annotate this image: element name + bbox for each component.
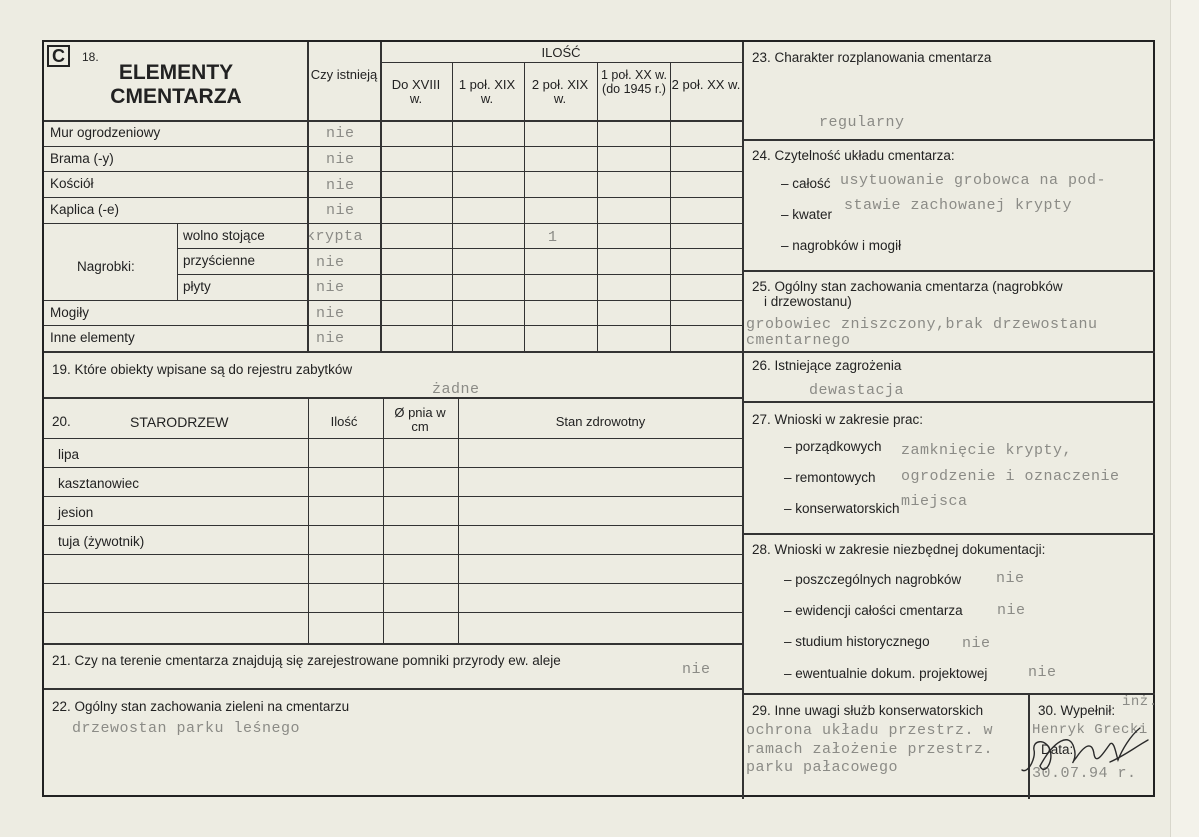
s30-title-prefix: inż.	[1122, 694, 1158, 710]
s25-label-line2: i drzewostanu)	[764, 294, 852, 309]
row-brama: Brama (-y)	[50, 151, 114, 166]
rule	[670, 62, 671, 351]
val-przyscienne: nie	[316, 254, 345, 271]
s28-item-nagrobkow: – poszczególnych nagrobków	[784, 572, 962, 587]
s28-item-ewidencji: – ewidencji całości cmentarza	[784, 603, 963, 618]
s22-label: 22. Ogólny stan zachowania zieleni na cmentarzu	[52, 699, 350, 714]
s25-value-line1: grobowiec zniszczony,brak drzewostanu	[746, 316, 1098, 333]
s24-item-calosc: – całość	[781, 176, 831, 191]
rule	[44, 300, 742, 301]
s27-item-konserwatorskich: – konserwatorskich	[784, 501, 900, 516]
rule	[44, 525, 742, 526]
row-mogily: Mogiły	[50, 305, 90, 320]
s20-col-ilosc: Ilość	[330, 414, 358, 429]
s28-value-nagrobkow: nie	[996, 570, 1025, 587]
s25-label-line1: 25. Ogólny stan zachowania cmentarza (nagrobków	[752, 279, 1063, 294]
val-mogily: nie	[316, 305, 345, 322]
rule	[44, 325, 742, 326]
s27-value-remontowych: ogrodzenie i oznaczenie	[901, 468, 1120, 485]
s27-label: 27. Wnioski w zakresie prac:	[752, 412, 924, 427]
rule	[380, 62, 742, 63]
val-wolno-stojace: krypta	[306, 228, 364, 245]
section-letter-box: C	[47, 45, 70, 67]
s28-item-projektowej: – ewentualnie dokum. projektowej	[784, 666, 988, 681]
s18-number: 18.	[82, 50, 99, 64]
val-kosciol: nie	[326, 177, 355, 194]
rule	[44, 120, 742, 122]
col-ilosc-header: ILOŚĆ	[541, 45, 581, 60]
rule	[44, 554, 742, 555]
column-divider	[742, 42, 744, 799]
s24-item-kwater: – kwater	[781, 207, 833, 222]
col-1pol-xix: 1 poł. XIX w.	[458, 77, 516, 106]
s18-title-line1: ELEMENTY	[118, 61, 234, 84]
rule	[742, 533, 1155, 535]
form-frame	[42, 40, 1158, 797]
rule	[44, 197, 742, 198]
rule	[44, 397, 742, 399]
s28-label: 28. Wnioski w zakresie niezbędnej dokumentacji:	[752, 542, 1046, 557]
row-wolno-stojace: wolno stojące	[183, 228, 265, 243]
s27-value-porzadkowych: zamknięcie krypty,	[901, 442, 1073, 459]
s22-value: drzewostan parku leśnego	[72, 720, 301, 737]
tree-tuja: tuja (żywotnik)	[58, 534, 145, 549]
s20-number: 20.	[52, 414, 71, 429]
s30-date-label: Data:	[1041, 742, 1074, 757]
row-plyty: płyty	[183, 279, 211, 294]
rule	[44, 223, 742, 224]
s24-value-line2: stawie zachowanej krypty	[844, 197, 1073, 214]
s29-label: 29. Inne uwagi służb konserwatorskich	[752, 703, 984, 718]
row-przyscienne: przyścienne	[183, 253, 256, 268]
s21-value: nie	[682, 661, 711, 678]
s18-title-line2: CMENTARZA	[110, 85, 242, 108]
row-inne: Inne elementy	[50, 330, 135, 345]
rule	[44, 612, 742, 613]
row-nagrobki: Nagrobki:	[77, 259, 135, 274]
s29-value-line3: parku pałacowego	[746, 759, 899, 776]
s28-value-projektowej: nie	[1028, 664, 1057, 681]
s26-value: dewastacja	[809, 382, 905, 399]
val-brama: nie	[326, 151, 355, 168]
rule	[458, 397, 459, 643]
s26-label: 26. Istniejące zagrożenia	[752, 358, 902, 373]
col-2pol-xix: 2 poł. XIX w.	[531, 77, 589, 106]
row-kaplica: Kaplica (-e)	[50, 202, 120, 217]
s27-item-porzadkowych: – porządkowych	[784, 439, 882, 454]
rule	[44, 583, 742, 584]
s25-value-line2: cmentarnego	[746, 332, 851, 349]
s20-title: STARODRZEW	[130, 414, 229, 430]
rule	[44, 643, 742, 645]
col-czy-istnieja: Czy istnieją	[310, 67, 378, 82]
val-plyty: nie	[316, 279, 345, 296]
s28-item-studium: – studium historycznego	[784, 634, 930, 649]
rule	[177, 274, 742, 275]
val-kaplica: nie	[326, 202, 355, 219]
s19-value: żadne	[432, 381, 480, 398]
rule	[742, 139, 1155, 141]
tree-lipa: lipa	[58, 447, 80, 462]
rule	[44, 467, 742, 468]
rule	[44, 438, 742, 439]
s29-value-line2: ramach założenie przestrz.	[746, 741, 994, 758]
col-1pol-xx: 1 poł. XX w. (do 1945 r.)	[600, 68, 667, 96]
col-do-xviii: Do XVIII w.	[391, 77, 441, 106]
s24-item-nagrobkow: – nagrobków i mogił	[781, 238, 902, 253]
rule	[44, 351, 742, 353]
rule	[452, 62, 453, 351]
s30-label: 30. Wypełnił:	[1038, 703, 1116, 718]
rule	[308, 397, 309, 643]
col-2pol-xx: 2 poł. XX w.	[671, 77, 741, 92]
rule	[742, 351, 1155, 353]
s30-date-value: 30.07.94 r.	[1032, 765, 1137, 782]
rule	[742, 270, 1155, 272]
row-kosciol: Kościół	[50, 176, 94, 191]
rule	[742, 401, 1155, 403]
s23-value: regularny	[819, 114, 905, 131]
card-edge	[1170, 0, 1199, 837]
rule	[597, 62, 598, 351]
s23-label: 23. Charakter rozplanowania cmentarza	[752, 50, 992, 65]
s28-value-studium: nie	[962, 635, 991, 652]
s28-value-ewidencji: nie	[997, 602, 1026, 619]
rule	[177, 223, 178, 300]
s29-value-line1: ochrona układu przestrz. w	[746, 722, 994, 739]
s27-item-remontowych: – remontowych	[784, 470, 876, 485]
s21-label: 21. Czy na terenie cmentarza znajdują się zarejestrowane pomniki przyrody ew. aleje	[52, 653, 561, 668]
tree-jesion: jesion	[58, 505, 94, 520]
rule	[44, 496, 742, 497]
signature	[1014, 710, 1154, 782]
s27-value-konserwatorskich: miejsca	[901, 493, 968, 510]
rule	[177, 248, 742, 249]
rule	[383, 397, 384, 643]
s19-label: 19. Które obiekty wpisane są do rejestru zabytków	[52, 362, 353, 377]
rule	[44, 688, 742, 690]
val-inne: nie	[316, 330, 345, 347]
s20-col-pien: Ø pnia w cm	[394, 405, 446, 434]
row-mur: Mur ogrodzeniowy	[50, 125, 161, 140]
rule	[524, 62, 525, 351]
s24-value-line1: usytuowanie grobowca na pod-	[840, 172, 1107, 189]
rule	[44, 171, 742, 172]
val-wolno-stojace-count: 1	[548, 229, 558, 246]
s30-name: Henryk Grecki	[1032, 722, 1148, 738]
val-mur: nie	[326, 125, 355, 142]
rule	[44, 146, 742, 147]
rule	[742, 693, 1155, 695]
tree-kasztanowiec: kasztanowiec	[58, 476, 140, 491]
s24-label: 24. Czytelność układu cmentarza:	[752, 148, 955, 163]
s20-col-stan: Stan zdrowotny	[555, 414, 646, 429]
